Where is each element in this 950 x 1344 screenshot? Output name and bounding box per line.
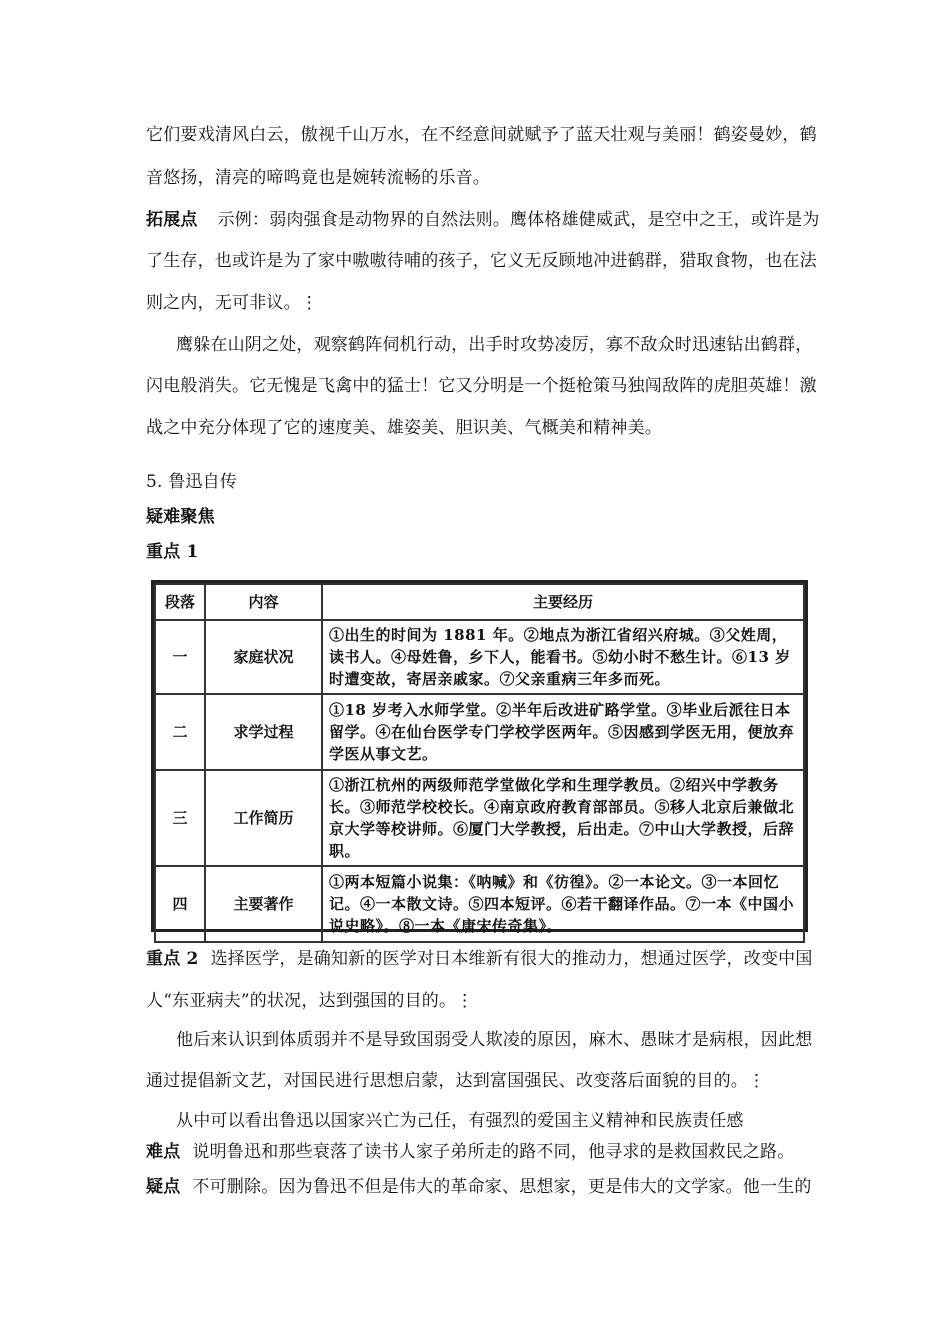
table-header: 段落 xyxy=(155,584,205,620)
paragraph-line: 闪电般消失。它无愧是飞禽中的猛士！它又分明是一个挺枪策马独闯敌阵的虎胆英雄！激 xyxy=(146,376,817,396)
table-row xyxy=(155,620,804,694)
table-row xyxy=(155,866,804,942)
paragraph-line: 音悠扬，清亮的啼鸣竟也是婉转流畅的乐音。 xyxy=(146,168,490,188)
difficulty-paragraph xyxy=(146,1141,806,1163)
key-point-2-paragraph xyxy=(146,948,813,970)
paragraph-line: 鹰躲在山阴之处，观察鹤阵伺机行动，出手时攻势凌厉，寡不敌众时迅速钻出鹤群， xyxy=(176,335,813,355)
table-cell-detail: ①两本短篇小说集：《呐喊》和《彷徨》。②一本论文。③一本回忆记。④一本散文诗。⑤四本短评。⑥若干翻译作品。⑦一本《中国小说史略》。⑧一本《唐宋传奇集》。 xyxy=(322,866,804,942)
table-cell-detail: ①浙江杭州的两级师范学堂做化学和生理学教员。②绍兴中学教务长。③师范学校校长。④南京政府教育部部员。⑤移人北京后兼做北京大学等校讲师。⑥厦门大学教授，后出走。⑦中山大学教授，后辞职。 xyxy=(322,770,804,866)
extension-point-label: 拓展点 xyxy=(146,210,198,230)
difficulty-label: 难点 xyxy=(146,1142,181,1162)
paragraph-line: 它们要戏清风白云，傲视千山万水，在不经意间就赋予了蓝天壮观与美丽！鹤姿曼妙，鹤 xyxy=(146,125,817,145)
table-cell-paragraph: 一 xyxy=(155,620,205,694)
question-label: 疑点 xyxy=(146,1177,181,1197)
paragraph-text: 选择医学，是确知新的医学对日本维新有很大的推动力，想通过医学，改变中国 xyxy=(210,949,813,969)
table-cell-paragraph: 三 xyxy=(155,770,205,866)
paragraph-line: 战之中充分体现了它的速度美、雄姿美、胆识美、气概美和精神美。 xyxy=(146,418,662,438)
key-point-2-label: 重点 2 xyxy=(146,949,199,969)
paragraph-text: 不可删除。因为鲁迅不但是伟大的革命家、思想家，更是伟大的文学家。他一生的 xyxy=(192,1177,812,1197)
table-cell-detail: ①出生的时间为 1881 年。②地点为浙江省绍兴府城。③父姓周，读书人。④母姓鲁，乡下人，能看书。⑤幼小时不愁生计。⑥13 岁时遭变故，寄居亲戚家。⑦父亲重病三年多而死。 xyxy=(322,620,804,694)
table-row xyxy=(155,694,804,770)
table-header-row xyxy=(155,584,804,620)
paragraph-line: 从中可以看出鲁迅以国家兴亡为己任，有强烈的爱国主义精神和民族责任感 xyxy=(176,1111,744,1131)
table-cell-content: 主要著作 xyxy=(205,866,322,942)
paragraph-line: 人“东亚病夫”的状况，达到强国的目的。⋮ xyxy=(146,991,474,1011)
table-cell-paragraph: 四 xyxy=(155,866,205,942)
extension-point-paragraph xyxy=(146,209,820,231)
table-cell-content: 家庭状况 xyxy=(205,620,322,694)
table-cell-content: 求学过程 xyxy=(205,694,322,770)
table-header: 内容 xyxy=(205,584,322,620)
paragraph-line: 通过提倡新文艺，对国民进行思想启蒙，达到富国强民、改变落后面貌的目的。⋮ xyxy=(146,1071,766,1091)
question-paragraph xyxy=(146,1176,812,1198)
paragraph-line: 了生存，也或许是为了家中嗷嗷待哺的孩子，它义无反顾地冲进鹤群，猎取食物，也在法 xyxy=(146,251,817,271)
paragraph-text: 示例：弱肉强食是动物界的自然法则。鹰体格雄健威武，是空中之王，或许是为 xyxy=(217,210,820,230)
table-row xyxy=(155,770,804,866)
table-header: 主要经历 xyxy=(322,584,804,620)
table-cell-paragraph: 二 xyxy=(155,694,205,770)
table-cell-content: 工作简历 xyxy=(205,770,322,866)
table-cell-detail: ①18 岁考入水师学堂。②半年后改进矿路学堂。③毕业后派往日本留学。④在仙台医学专门学校学医两年。⑤因感到学医无用，便放弃学医从事文艺。 xyxy=(322,694,804,770)
section-subtitle: 疑难聚焦 xyxy=(146,507,215,527)
paragraph-text: 说明鲁迅和那些衰落了读书人家子弟所走的路不同，他寻求的是救国救民之路。 xyxy=(192,1142,795,1162)
biography-table xyxy=(151,580,808,935)
paragraph-line: 他后来认识到体质弱并不是导致国弱受人欺凌的原因，麻木、愚昧才是病根，因此想 xyxy=(176,1030,813,1050)
key-point-1-label: 重点 1 xyxy=(146,542,199,562)
paragraph-line: 则之内，无可非议。⋮ xyxy=(146,293,318,313)
section-title: 5. 鲁迅自传 xyxy=(146,472,238,492)
